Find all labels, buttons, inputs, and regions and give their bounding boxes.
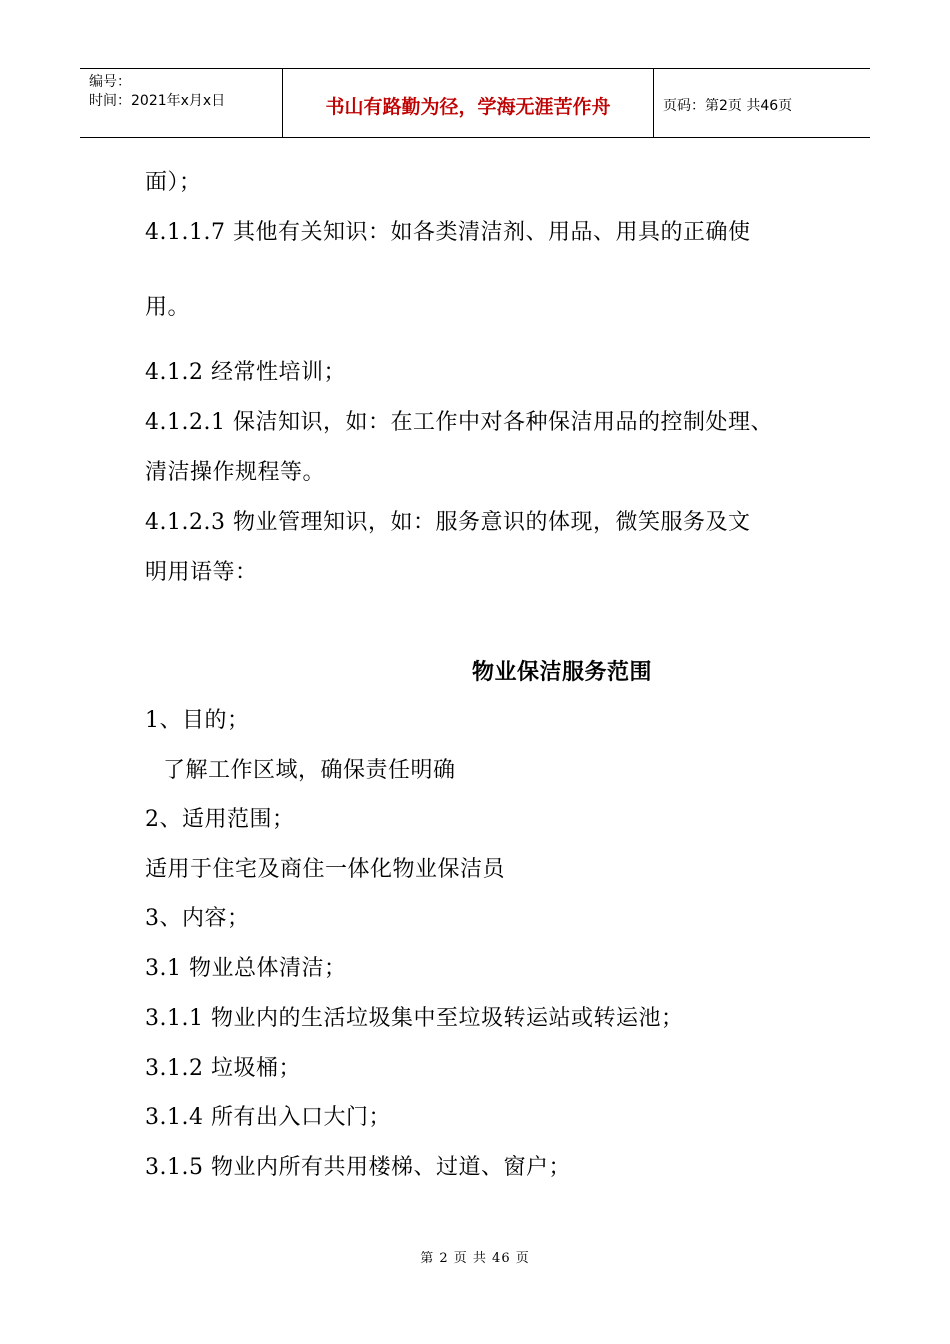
- body-line: 适用于住宅及商住一体化物业保洁员: [145, 857, 506, 882]
- doc-time-label: 时间：2021年x月x日: [89, 93, 226, 109]
- header-table: [80, 68, 870, 138]
- body-line: 清洁操作规程等。: [145, 460, 326, 485]
- body-line: 用。: [145, 295, 191, 320]
- body-line: 4.1.2 经常性培训；: [145, 360, 346, 385]
- body-line: 3.1.2 垃圾桶；: [145, 1056, 301, 1081]
- body-line: 3.1.1 物业内的生活垃圾集中至垃圾转运站或转运池；: [145, 1006, 684, 1031]
- header-page-info: 页码：第2页 共46页: [663, 98, 793, 114]
- doc-number-label: 编号：: [89, 74, 131, 90]
- body-line: 3、内容；: [145, 906, 250, 931]
- header-left-cell: [80, 69, 282, 137]
- section-title: 物业保洁服务范围: [472, 659, 653, 685]
- body-line: 3.1.5 物业内所有共用楼梯、过道、窗户；: [145, 1155, 571, 1180]
- body-line: 4.1.1.7 其他有关知识：如各类清洁剂、用品、用具的正确使: [145, 220, 751, 245]
- header-motto: 书山有路勤为径，学海无涯苦作舟: [282, 69, 654, 137]
- body-line: 面）；: [145, 170, 202, 195]
- body-line: 4.1.2.1 保洁知识，如：在工作中对各种保洁用品的控制处理、: [145, 410, 773, 435]
- page-footer: 第 2 页 共 46 页: [420, 1251, 530, 1266]
- body-line: 3.1.4 所有出入口大门；: [145, 1105, 391, 1130]
- body-line: 3.1 物业总体清洁；: [145, 956, 347, 981]
- body-line: 明用语等：: [145, 560, 258, 585]
- body-line: 1、目的；: [145, 708, 250, 733]
- body-line: 2、适用范围；: [145, 807, 295, 832]
- body-line: 了解工作区域，确保责任明确: [163, 758, 456, 783]
- body-line: 4.1.2.3 物业管理知识，如：服务意识的体现，微笑服务及文: [145, 510, 751, 535]
